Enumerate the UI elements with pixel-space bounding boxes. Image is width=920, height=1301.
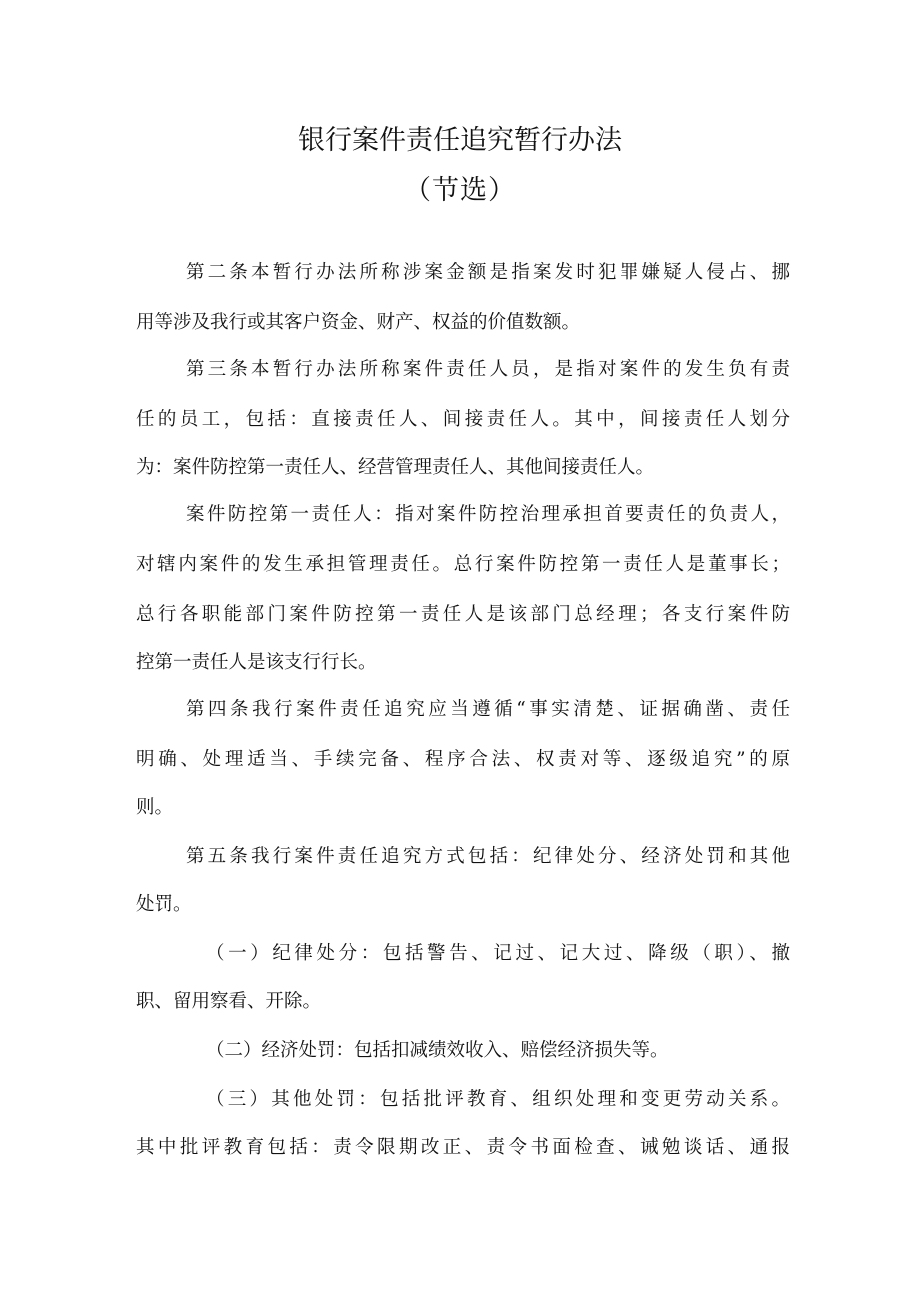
paragraph-first-responsible-line-2: 对辖内案件的发生承担管理责任。总行案件防控第一责任人是董事长；	[136, 554, 790, 575]
article-3-line-2: 任的员工，包括：直接责任人、间接责任人。其中，间接责任人划分	[136, 409, 790, 430]
article-2-line-1: 第二条本暂行办法所称涉案金额是指案发时犯罪嫌疑人侵占、挪	[186, 262, 790, 283]
article-4-line-2: 明确、处理适当、手续完备、程序合法、权责对等、逐级追究”的原	[136, 749, 790, 770]
paragraph-first-responsible-line-3: 总行各职能部门案件防控第一责任人是该部门总经理；各支行案件防	[136, 604, 790, 625]
article-3-line-1: 第三条本暂行办法所称案件责任人员，是指对案件的发生负有责	[186, 359, 790, 380]
item-1-line-2: 职、留用察看、开除。	[136, 991, 322, 1012]
paragraph-first-responsible-line-4: 控第一责任人是该支行行长。	[136, 652, 377, 673]
article-2-line-2: 用等涉及我行或其客户资金、财产、权益的价值数额。	[136, 312, 581, 333]
article-4-line-3: 则。	[136, 797, 174, 818]
article-3-line-3: 为：案件防控第一责任人、经营管理责任人、其他间接责任人。	[136, 457, 655, 478]
article-4-line-1: 第四条我行案件责任追究应当遵循“事实清楚、证据确凿、责任	[186, 699, 790, 720]
item-3-line-2: 其中批评教育包括：责令限期改正、责令书面检查、诫勉谈话、通报	[136, 1137, 790, 1158]
item-1-line-1: （一）纪律处分：包括警告、记过、记大过、降级（职）、撤	[206, 943, 790, 964]
document-title: 银行案件责任追究暂行办法	[298, 125, 622, 156]
article-5-line-2: 处罚。	[136, 894, 192, 915]
item-2-line-1: （二）经济处罚：包括扣减绩效收入、赔偿经济损失等。	[206, 1040, 669, 1061]
item-3-line-1: （三）其他处罚：包括批评教育、组织处理和变更劳动关系。	[206, 1089, 790, 1110]
document-subtitle: （节选）	[404, 175, 516, 206]
paragraph-first-responsible-line-1: 案件防控第一责任人：指对案件防控治理承担首要责任的负责人，	[186, 504, 790, 525]
article-5-line-1: 第五条我行案件责任追究方式包括：纪律处分、经济处罚和其他	[186, 846, 790, 867]
